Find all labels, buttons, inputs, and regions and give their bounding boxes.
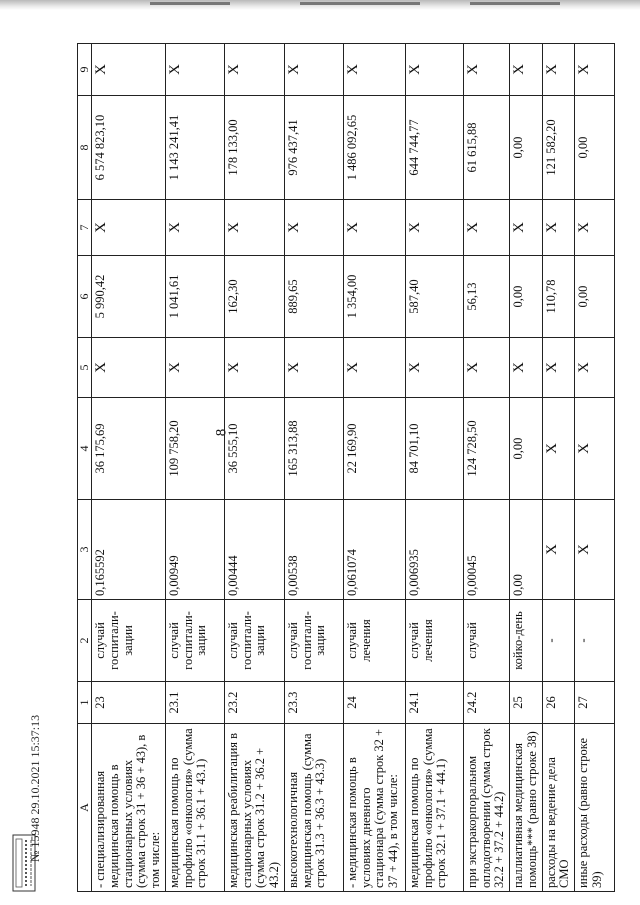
value-cell: 0,00 xyxy=(510,398,543,500)
value-cell: X xyxy=(542,44,575,96)
value-cell: 36 555,10 xyxy=(224,398,284,500)
value-cell: X xyxy=(542,338,575,398)
value-cell: 1 143 241,41 xyxy=(165,96,224,200)
page-number: 8 xyxy=(213,428,230,437)
value-cell: X xyxy=(92,338,166,398)
value-cell: X xyxy=(343,44,405,96)
value-cell: X xyxy=(575,44,615,96)
value-cell: X xyxy=(224,200,284,256)
table-row xyxy=(343,44,405,892)
row-code: 24 xyxy=(343,682,405,724)
value-cell: 644 744,77 xyxy=(405,96,463,200)
table-row xyxy=(575,44,615,892)
value-cell: X xyxy=(575,398,615,500)
row-code: 23 xyxy=(92,682,166,724)
value-cell: X xyxy=(165,44,224,96)
value-cell: 56,13 xyxy=(463,256,509,338)
value-cell: X xyxy=(575,500,615,600)
value-cell: X xyxy=(575,338,615,398)
row-label: при экстракорпоральном оплодотворении (сумма строк 32.2 + 37.2 + 44.2) xyxy=(463,724,509,892)
table-row xyxy=(463,44,509,892)
unit-cell: случай лечения xyxy=(343,600,405,682)
row-code: 24.1 xyxy=(405,682,463,724)
header-cell: 7 xyxy=(78,200,92,256)
value-cell: X xyxy=(510,200,543,256)
value-cell: 36 175,69 xyxy=(92,398,166,500)
row-label: медицинская помощь по профилю «онкология» (сумма строк 31.1 + 36.1 + 43.1) xyxy=(165,724,224,892)
unit-cell: случай лечения xyxy=(405,600,463,682)
value-cell: 1 354,00 xyxy=(343,256,405,338)
value-cell: X xyxy=(510,44,543,96)
value-cell: X xyxy=(542,398,575,500)
header-cell: 6 xyxy=(78,256,92,338)
value-cell: X xyxy=(165,338,224,398)
financing-table xyxy=(77,43,615,892)
value-cell: 889,65 xyxy=(284,256,343,338)
value-cell: X xyxy=(92,44,166,96)
value-cell: X xyxy=(92,200,166,256)
value-cell: 5 990,42 xyxy=(92,256,166,338)
row-label: - специализированная медицинская помощь в стационарных условиях (сумма строк 31 + 36 + 43), в том числе: xyxy=(92,724,166,892)
value-cell: 0,00 xyxy=(575,256,615,338)
unit-cell: - xyxy=(542,600,575,682)
unit-cell: случай госпитали-зации xyxy=(224,600,284,682)
value-cell: 0,00 xyxy=(510,96,543,200)
value-cell: 0,00045 xyxy=(463,500,509,600)
value-cell: 976 437,41 xyxy=(284,96,343,200)
value-cell: X xyxy=(284,338,343,398)
unit-cell: случай xyxy=(463,600,509,682)
header-cell: 4 xyxy=(78,398,92,500)
row-label: высокотехнологичная медицинская помощь (сумма строк 31.3 + 36.3 + 43.3) xyxy=(284,724,343,892)
value-cell: X xyxy=(510,338,543,398)
header-row xyxy=(78,44,92,892)
row-code: 27 xyxy=(575,682,615,724)
value-cell: 61 615,88 xyxy=(463,96,509,200)
value-cell: 0,006935 xyxy=(405,500,463,600)
row-label: - медицинская помощь в условиях дневного стационара (сумма строк 32 + 37 + 44), в том числе: xyxy=(343,724,405,892)
row-code: 23.1 xyxy=(165,682,224,724)
value-cell: 0,00444 xyxy=(224,500,284,600)
value-cell: X xyxy=(463,200,509,256)
value-cell: 0,00 xyxy=(510,500,543,600)
row-label: иные расходы (равно строке 39) xyxy=(575,724,615,892)
value-cell: 22 169,90 xyxy=(343,398,405,500)
table-row xyxy=(284,44,343,892)
value-cell: 0,00 xyxy=(575,96,615,200)
value-cell: X xyxy=(463,338,509,398)
value-cell: X xyxy=(224,44,284,96)
value-cell: X xyxy=(405,338,463,398)
value-cell: X xyxy=(542,200,575,256)
value-cell: X xyxy=(463,44,509,96)
row-label: медицинская помощь по профилю «онкология» (сумма строк 32.1 + 37.1 + 44.1) xyxy=(405,724,463,892)
row-code: 25 xyxy=(510,682,543,724)
row-label: паллиативная медицинская помощь*** (равно строке 38) xyxy=(510,724,543,892)
registration-number: № 15948 29.10.2021 15:37:13 xyxy=(28,714,42,862)
value-cell: 1 486 092,65 xyxy=(343,96,405,200)
value-cell: X xyxy=(405,200,463,256)
row-code: 24.2 xyxy=(463,682,509,724)
value-cell: X xyxy=(405,44,463,96)
value-cell: 0,00949 xyxy=(165,500,224,600)
table-row xyxy=(510,44,543,892)
header-cell: 2 xyxy=(78,600,92,682)
value-cell: 0,165592 xyxy=(92,500,166,600)
table-rotated-container xyxy=(77,44,604,892)
table-row xyxy=(92,44,166,892)
row-code: 23.3 xyxy=(284,682,343,724)
value-cell: 0,00 xyxy=(510,256,543,338)
table-row xyxy=(405,44,463,892)
value-cell: 0,061074 xyxy=(343,500,405,600)
value-cell: 162,30 xyxy=(224,256,284,338)
value-cell: 0,00538 xyxy=(284,500,343,600)
value-cell: X xyxy=(575,200,615,256)
header-cell: 1 xyxy=(78,682,92,724)
table-row xyxy=(224,44,284,892)
value-cell: X xyxy=(224,338,284,398)
header-cell: 9 xyxy=(78,44,92,96)
header-cell: 8 xyxy=(78,96,92,200)
value-cell: 1 041,61 xyxy=(165,256,224,338)
table-row xyxy=(542,44,575,892)
value-cell: X xyxy=(542,500,575,600)
value-cell: 84 701,10 xyxy=(405,398,463,500)
value-cell: 124 728,50 xyxy=(463,398,509,500)
row-code: 26 xyxy=(542,682,575,724)
value-cell: X xyxy=(165,200,224,256)
header-cell: 5 xyxy=(78,338,92,398)
unit-cell: случай госпитали-зации xyxy=(92,600,166,682)
value-cell: 109 758,20 xyxy=(165,398,224,500)
value-cell: 121 582,20 xyxy=(542,96,575,200)
header-cell: А xyxy=(78,724,92,892)
value-cell: 110,78 xyxy=(542,256,575,338)
value-cell: 178 133,00 xyxy=(224,96,284,200)
value-cell: X xyxy=(284,200,343,256)
unit-cell: случай госпитали-зации xyxy=(284,600,343,682)
row-label: расходы на ведение дела СМО xyxy=(542,724,575,892)
value-cell: X xyxy=(343,338,405,398)
scan-edge-band xyxy=(0,0,640,10)
row-code: 23.2 xyxy=(224,682,284,724)
table-row xyxy=(165,44,224,892)
unit-cell: койко-день xyxy=(510,600,543,682)
value-cell: X xyxy=(284,44,343,96)
row-label: медицинская реабилитация в стационарных условиях (сумма строк 31.2 + 36.2 + 43.2) xyxy=(224,724,284,892)
unit-cell: случай госпитали-зации xyxy=(165,600,224,682)
value-cell: 165 313,88 xyxy=(284,398,343,500)
header-cell: 3 xyxy=(78,500,92,600)
unit-cell: - xyxy=(575,600,615,682)
value-cell: X xyxy=(343,200,405,256)
value-cell: 6 574 823,10 xyxy=(92,96,166,200)
value-cell: 587,40 xyxy=(405,256,463,338)
